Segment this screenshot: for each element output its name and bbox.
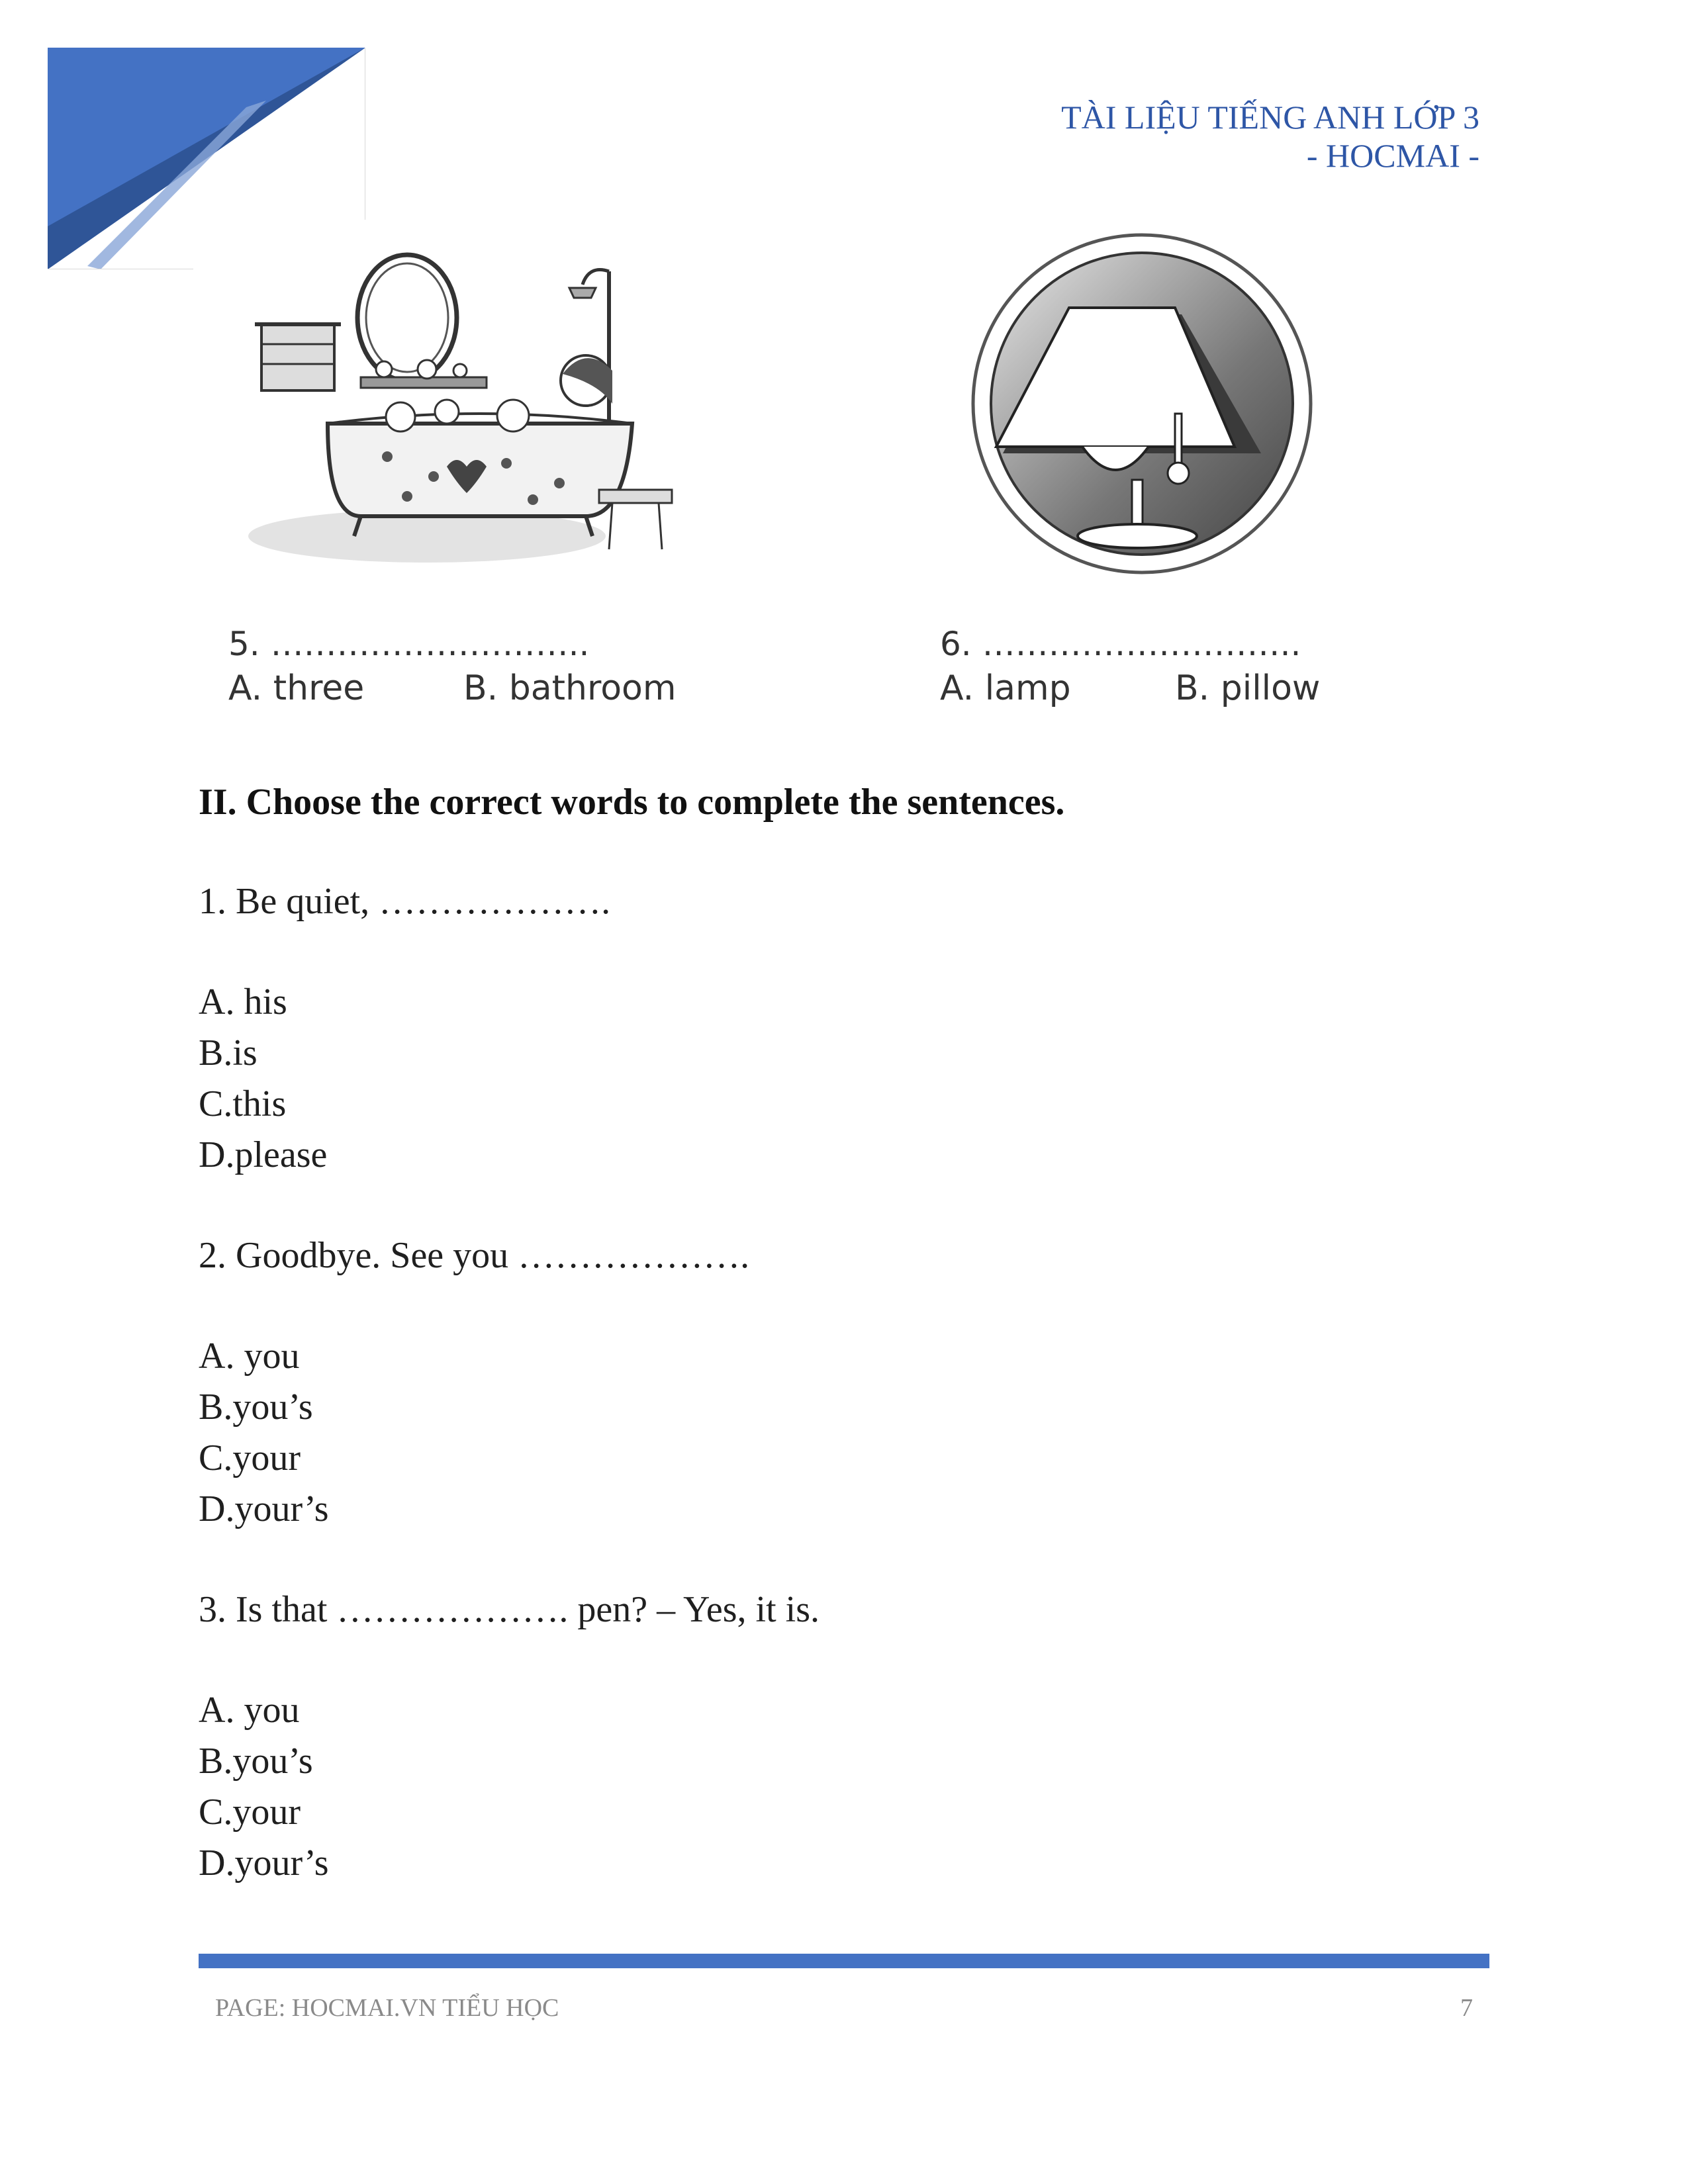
question-5-option-b[interactable]: B. bathroom [463,668,677,708]
question-2-stem: 2. Goodbye. See you ………………. [199,1235,750,1276]
question-3-stem: 3. Is that ………………. pen? – Yes, it is. [199,1589,820,1630]
question-5-option-a[interactable]: A. three [228,668,365,708]
corner-decoration [48,48,365,269]
question-5-blank: 5. ……………………….. [228,625,590,663]
question-3-option-a[interactable]: A. you [199,1690,300,1731]
question-3-option-d[interactable]: D.your’s [199,1843,329,1884]
question-6-option-b[interactable]: B. pillow [1175,668,1321,708]
bathtub-illustration [228,238,679,576]
question-1-option-c[interactable]: C.this [199,1083,287,1124]
question-1-option-d[interactable]: D.please [199,1134,328,1175]
section-2-title: II. Choose the correct words to complete the sentences. [199,782,1065,823]
question-6-option-a[interactable]: A. lamp [940,668,1071,708]
question-2-option-a[interactable]: A. you [199,1336,300,1377]
question-6-blank: 6. ……………………….. [940,625,1301,663]
page-number: 7 [1460,1994,1473,2022]
footer-left-text: PAGE: HOCMAI.VN TIỂU HỌC [215,1994,559,2022]
lamp-illustration [957,228,1327,586]
question-1-option-a[interactable]: A. his [199,981,287,1023]
header-title: TÀI LIỆU TIẾNG ANH LỚP 3 [1061,99,1479,136]
question-3-option-b[interactable]: B.you’s [199,1741,313,1782]
question-3-option-c[interactable]: C.your [199,1792,301,1833]
question-1-stem: 1. Be quiet, ………………. [199,881,611,922]
question-2-option-d[interactable]: D.your’s [199,1488,329,1529]
question-1-option-b[interactable]: B.is [199,1032,258,1073]
footer-rule [199,1954,1489,1968]
header-subtitle: - HOCMAI - [1306,137,1479,174]
question-2-option-b[interactable]: B.you’s [199,1387,313,1428]
page-header [1061,98,1479,175]
question-2-option-c[interactable]: C.your [199,1437,301,1479]
